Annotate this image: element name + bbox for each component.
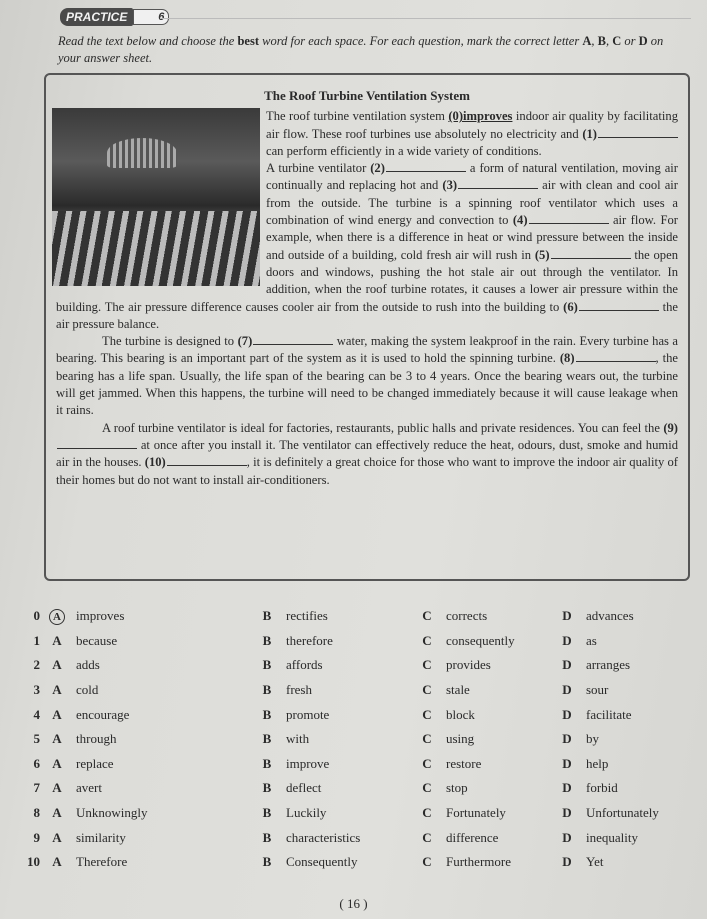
- answer-options: [14, 604, 704, 875]
- option-word: facilitate: [586, 706, 632, 722]
- option-letter: A: [52, 854, 62, 870]
- option-letter: C: [422, 854, 432, 870]
- sep: ,: [605, 34, 613, 48]
- option-letter: C: [422, 632, 432, 648]
- option-d[interactable]: [550, 854, 690, 870]
- text: indoor air quality by facilitating air flow. These roof turbines use absolutely no electricity and: [266, 109, 678, 141]
- option-a[interactable]: [40, 657, 250, 673]
- practice-badge: [60, 8, 169, 26]
- option-b[interactable]: [250, 830, 410, 846]
- option-letter: C: [422, 755, 432, 771]
- question-number: 9: [33, 829, 40, 845]
- text: a form of natural ventilation, moving air continually and replacing hot and: [266, 161, 678, 193]
- question-number: 4: [33, 706, 40, 722]
- option-b[interactable]: [250, 657, 410, 673]
- letter: D: [638, 34, 648, 48]
- option-letter: B: [262, 805, 272, 821]
- question-row: [14, 653, 704, 678]
- option-letter: A: [52, 632, 62, 648]
- text: the open doors and windows, pushing the hot stale air out through the ventilator. In addition, when the roof turbine rotates, it causes a lower air pressure within the building. The air pressure difference causes cooler air from the outside to rush into the building to: [56, 247, 678, 314]
- option-word: provides: [446, 657, 491, 673]
- text: water, making the system leakproof in the rain. Every turbine has a bearing. This bearing is an important part of the system as it is used to hold the spinning turbine.: [56, 334, 678, 366]
- question-row: [14, 678, 704, 703]
- option-letter: A: [52, 829, 62, 845]
- option-d[interactable]: [550, 805, 690, 821]
- option-word: promote: [286, 706, 330, 722]
- option-word: Luckily: [286, 805, 327, 821]
- option-a[interactable]: [40, 633, 250, 649]
- option-d[interactable]: [550, 707, 690, 723]
- option-a[interactable]: [40, 608, 250, 625]
- text: air with clean and cool air from the outside. The turbine is a spinning roof ventilator which uses a combination of wind energy and convection to: [266, 178, 678, 228]
- option-word: fresh: [286, 682, 312, 698]
- option-c[interactable]: [410, 780, 550, 796]
- option-a[interactable]: [40, 830, 250, 846]
- option-a[interactable]: [40, 756, 250, 772]
- option-word: Therefore: [76, 854, 128, 870]
- option-word: by: [586, 731, 599, 747]
- question-number: 6: [33, 755, 40, 771]
- option-c[interactable]: [410, 805, 550, 821]
- blank: [582, 127, 678, 141]
- option-letter: B: [262, 854, 272, 870]
- blank: [513, 213, 609, 227]
- option-word: forbid: [586, 780, 618, 796]
- blank-number: (7): [237, 334, 253, 349]
- option-d[interactable]: [550, 731, 690, 747]
- option-c[interactable]: [410, 608, 550, 624]
- option-letter: B: [262, 780, 272, 796]
- option-word: encourage: [76, 706, 130, 722]
- blank-line: [598, 127, 678, 138]
- sep: ,: [591, 34, 598, 48]
- option-c[interactable]: [410, 707, 550, 723]
- option-a[interactable]: [40, 854, 250, 870]
- option-a[interactable]: [40, 805, 250, 821]
- question-row: [14, 776, 704, 801]
- option-word: using: [446, 731, 475, 747]
- option-a[interactable]: [40, 707, 250, 723]
- option-d[interactable]: [550, 780, 690, 796]
- option-word: similarity: [76, 829, 126, 845]
- divider: [160, 18, 691, 19]
- text: at once after you install it. The ventilator can effectively reduce the heat, odours, dust, smoke and humid air in the houses.: [56, 437, 678, 470]
- option-a[interactable]: [40, 682, 250, 698]
- option-letter: A: [52, 706, 62, 722]
- blank-line: [386, 161, 466, 172]
- option-b[interactable]: [250, 707, 410, 723]
- option-b[interactable]: [250, 780, 410, 796]
- sep: or: [621, 34, 639, 48]
- option-c[interactable]: [410, 830, 550, 846]
- option-letter: A: [52, 731, 62, 747]
- option-word: consequently: [446, 632, 515, 648]
- option-word: Unfortunately: [586, 805, 659, 821]
- blank-line: [458, 178, 538, 189]
- option-letter: D: [562, 829, 572, 845]
- blank-number: (1): [582, 126, 597, 141]
- option-letter: B: [262, 706, 272, 722]
- question-number: 1: [33, 632, 40, 648]
- question-row: [14, 629, 704, 654]
- paragraph: [56, 420, 678, 489]
- option-letter: C: [422, 829, 432, 845]
- blank: [563, 300, 659, 314]
- option-b[interactable]: [250, 756, 410, 772]
- option-letter: D: [562, 632, 572, 648]
- roof-turbine-photo: [52, 108, 260, 286]
- practice-label: PRACTICE: [60, 8, 133, 26]
- instr-text: on your answer sheet.: [58, 34, 664, 65]
- question-number: 5: [33, 731, 40, 747]
- option-word: affords: [286, 657, 323, 673]
- option-word: as: [586, 632, 597, 648]
- text: A turbine ventilator: [266, 161, 371, 176]
- blank-line: [551, 248, 631, 259]
- option-letter: D: [562, 682, 572, 698]
- option-letter: A: [52, 755, 62, 771]
- blank-number: (6): [563, 299, 578, 314]
- option-word: characteristics: [286, 829, 361, 845]
- option-letter: D: [562, 780, 572, 796]
- blank-number: (4): [512, 213, 528, 228]
- option-letter: B: [262, 731, 272, 747]
- blank: [560, 351, 656, 365]
- option-letter: [46, 608, 68, 625]
- option-word: help: [586, 755, 609, 771]
- option-a[interactable]: [40, 731, 250, 747]
- question-row: [14, 752, 704, 777]
- option-c[interactable]: [410, 657, 550, 673]
- option-word: improves: [76, 607, 125, 623]
- question-number: 3: [33, 682, 40, 698]
- text: , the bearing has a life span. Usually, the life span of the bearing can be 3 to 4 years. Once the bearing wears out, the turbine will get jammed. When this happens, the turbine will need to be changed immediately because it will cause leakage when it rains.: [56, 351, 678, 418]
- option-word: inequality: [586, 829, 638, 845]
- option-d[interactable]: [550, 756, 690, 772]
- blank-line: [579, 300, 659, 311]
- blank: [145, 455, 247, 469]
- option-b[interactable]: [250, 633, 410, 649]
- option-letter: A: [52, 780, 62, 796]
- option-d[interactable]: [550, 830, 690, 846]
- option-letter: D: [562, 657, 572, 673]
- option-a[interactable]: [40, 780, 250, 796]
- option-letter: A: [52, 657, 62, 673]
- option-word: through: [76, 731, 117, 747]
- option-b[interactable]: [250, 731, 410, 747]
- question-row: [14, 604, 704, 629]
- blank-number: (9): [663, 420, 678, 435]
- question-number: 10: [27, 854, 40, 870]
- option-word: replace: [76, 755, 114, 771]
- blank-line: [529, 213, 609, 224]
- option-word: cold: [76, 682, 99, 698]
- option-word: Unknowingly: [76, 805, 148, 821]
- option-c[interactable]: [410, 731, 550, 747]
- page-number: ( 16 ): [339, 896, 368, 911]
- text: the air pressure balance.: [56, 299, 678, 331]
- passage-title: The Roof Turbine Ventilation System: [264, 88, 470, 103]
- option-letter: D: [562, 755, 572, 771]
- text: , it is definitely a great choice for those who want to improve the indoor air quality of their homes but do not want to install air-conditioners.: [56, 455, 678, 487]
- option-letter: D: [562, 608, 572, 624]
- option-word: Furthermore: [446, 854, 511, 870]
- option-word: Yet: [586, 854, 604, 870]
- option-letter: C: [422, 608, 432, 624]
- instr-text: word for each space. For each question, mark the correct letter: [259, 34, 583, 48]
- paragraph: [56, 333, 678, 419]
- option-d[interactable]: [550, 608, 690, 624]
- option-letter: A: [52, 682, 62, 698]
- letter: C: [612, 34, 622, 48]
- question-number: 0: [33, 608, 40, 624]
- question-number: 8: [33, 805, 40, 821]
- option-letter: C: [422, 731, 432, 747]
- blank: [535, 248, 631, 262]
- question-row: [14, 801, 704, 826]
- text: The roof turbine ventilation system: [266, 109, 449, 124]
- option-word: with: [286, 731, 310, 747]
- option-letter: C: [422, 780, 432, 796]
- question-row: [14, 702, 704, 727]
- option-word: therefore: [286, 632, 333, 648]
- blank-number: (8): [559, 351, 575, 366]
- option-c[interactable]: [410, 682, 550, 698]
- question-number: 7: [33, 780, 40, 796]
- option-word: restore: [446, 755, 482, 771]
- blank-line: [576, 351, 656, 362]
- question-row: [14, 727, 704, 752]
- blank-number: (2): [370, 161, 385, 176]
- question-row: [14, 850, 704, 875]
- option-word: advances: [586, 608, 634, 624]
- option-letter: C: [422, 805, 432, 821]
- option-d[interactable]: [550, 633, 690, 649]
- blank-line: [57, 438, 137, 449]
- option-word: avert: [76, 780, 102, 796]
- blank: [370, 161, 466, 175]
- option-letter: C: [422, 657, 432, 673]
- practice-number: 6: [133, 9, 169, 25]
- text: The turbine is designed to: [102, 334, 238, 349]
- option-letter: B: [262, 829, 272, 845]
- option-word: deflect: [286, 780, 322, 796]
- option-c[interactable]: [410, 633, 550, 649]
- question-number: 2: [33, 657, 40, 673]
- option-letter: B: [262, 632, 272, 648]
- option-word: Consequently: [286, 854, 358, 870]
- option-letter: D: [562, 854, 572, 870]
- option-b[interactable]: [250, 682, 410, 698]
- option-letter: B: [262, 755, 272, 771]
- instr-text: Read the text below and choose the: [58, 34, 238, 48]
- option-word: stale: [446, 682, 470, 698]
- option-letter: B: [262, 657, 272, 673]
- option-letter: C: [422, 682, 432, 698]
- blank-line: [167, 455, 247, 466]
- example-answer: (0)improves: [448, 109, 513, 124]
- blank-number: (10): [144, 455, 166, 470]
- option-word: difference: [446, 829, 499, 845]
- option-word: corrects: [446, 608, 488, 624]
- option-b[interactable]: [250, 608, 410, 624]
- option-d[interactable]: [550, 657, 690, 673]
- text: air flow. For example, when there is a difference in heat or wind pressure between the inside and outside of a building, cold fresh air will rush in: [266, 213, 678, 262]
- option-word: adds: [76, 657, 100, 673]
- option-letter: D: [562, 731, 572, 747]
- option-word: because: [76, 632, 118, 648]
- instructions: [58, 33, 678, 67]
- blank-number: (3): [442, 178, 458, 193]
- option-word: sour: [586, 682, 609, 698]
- option-word: Fortunately: [446, 805, 506, 821]
- option-b[interactable]: [250, 805, 410, 821]
- option-letter: C: [422, 706, 432, 722]
- text: A roof turbine ventilator is ideal for factories, restaurants, public halls and private residences. You can feel the: [102, 420, 664, 435]
- option-b[interactable]: [250, 854, 410, 870]
- blank: [238, 334, 334, 348]
- letter: A: [582, 34, 592, 48]
- passage-box: [44, 73, 690, 581]
- blank-line: [253, 334, 333, 345]
- option-d[interactable]: [550, 682, 690, 698]
- option-word: block: [446, 706, 475, 722]
- letter: B: [597, 34, 606, 48]
- option-letter: D: [562, 706, 572, 722]
- option-letter: A: [52, 805, 62, 821]
- option-c[interactable]: [410, 756, 550, 772]
- option-word: arranges: [586, 657, 631, 673]
- option-c[interactable]: [410, 854, 550, 870]
- text: can perform efficiently in a wide variety of conditions.: [266, 143, 542, 158]
- circled-answer: A: [49, 609, 65, 625]
- instr-bold: best: [237, 34, 259, 48]
- option-word: rectifies: [286, 608, 328, 624]
- option-letter: B: [262, 682, 272, 698]
- option-word: stop: [446, 780, 468, 796]
- option-word: improve: [286, 755, 330, 771]
- option-letter: D: [562, 805, 572, 821]
- blank: [442, 178, 538, 192]
- option-letter: B: [262, 608, 272, 624]
- blank-number: (5): [534, 247, 550, 262]
- question-row: [14, 825, 704, 850]
